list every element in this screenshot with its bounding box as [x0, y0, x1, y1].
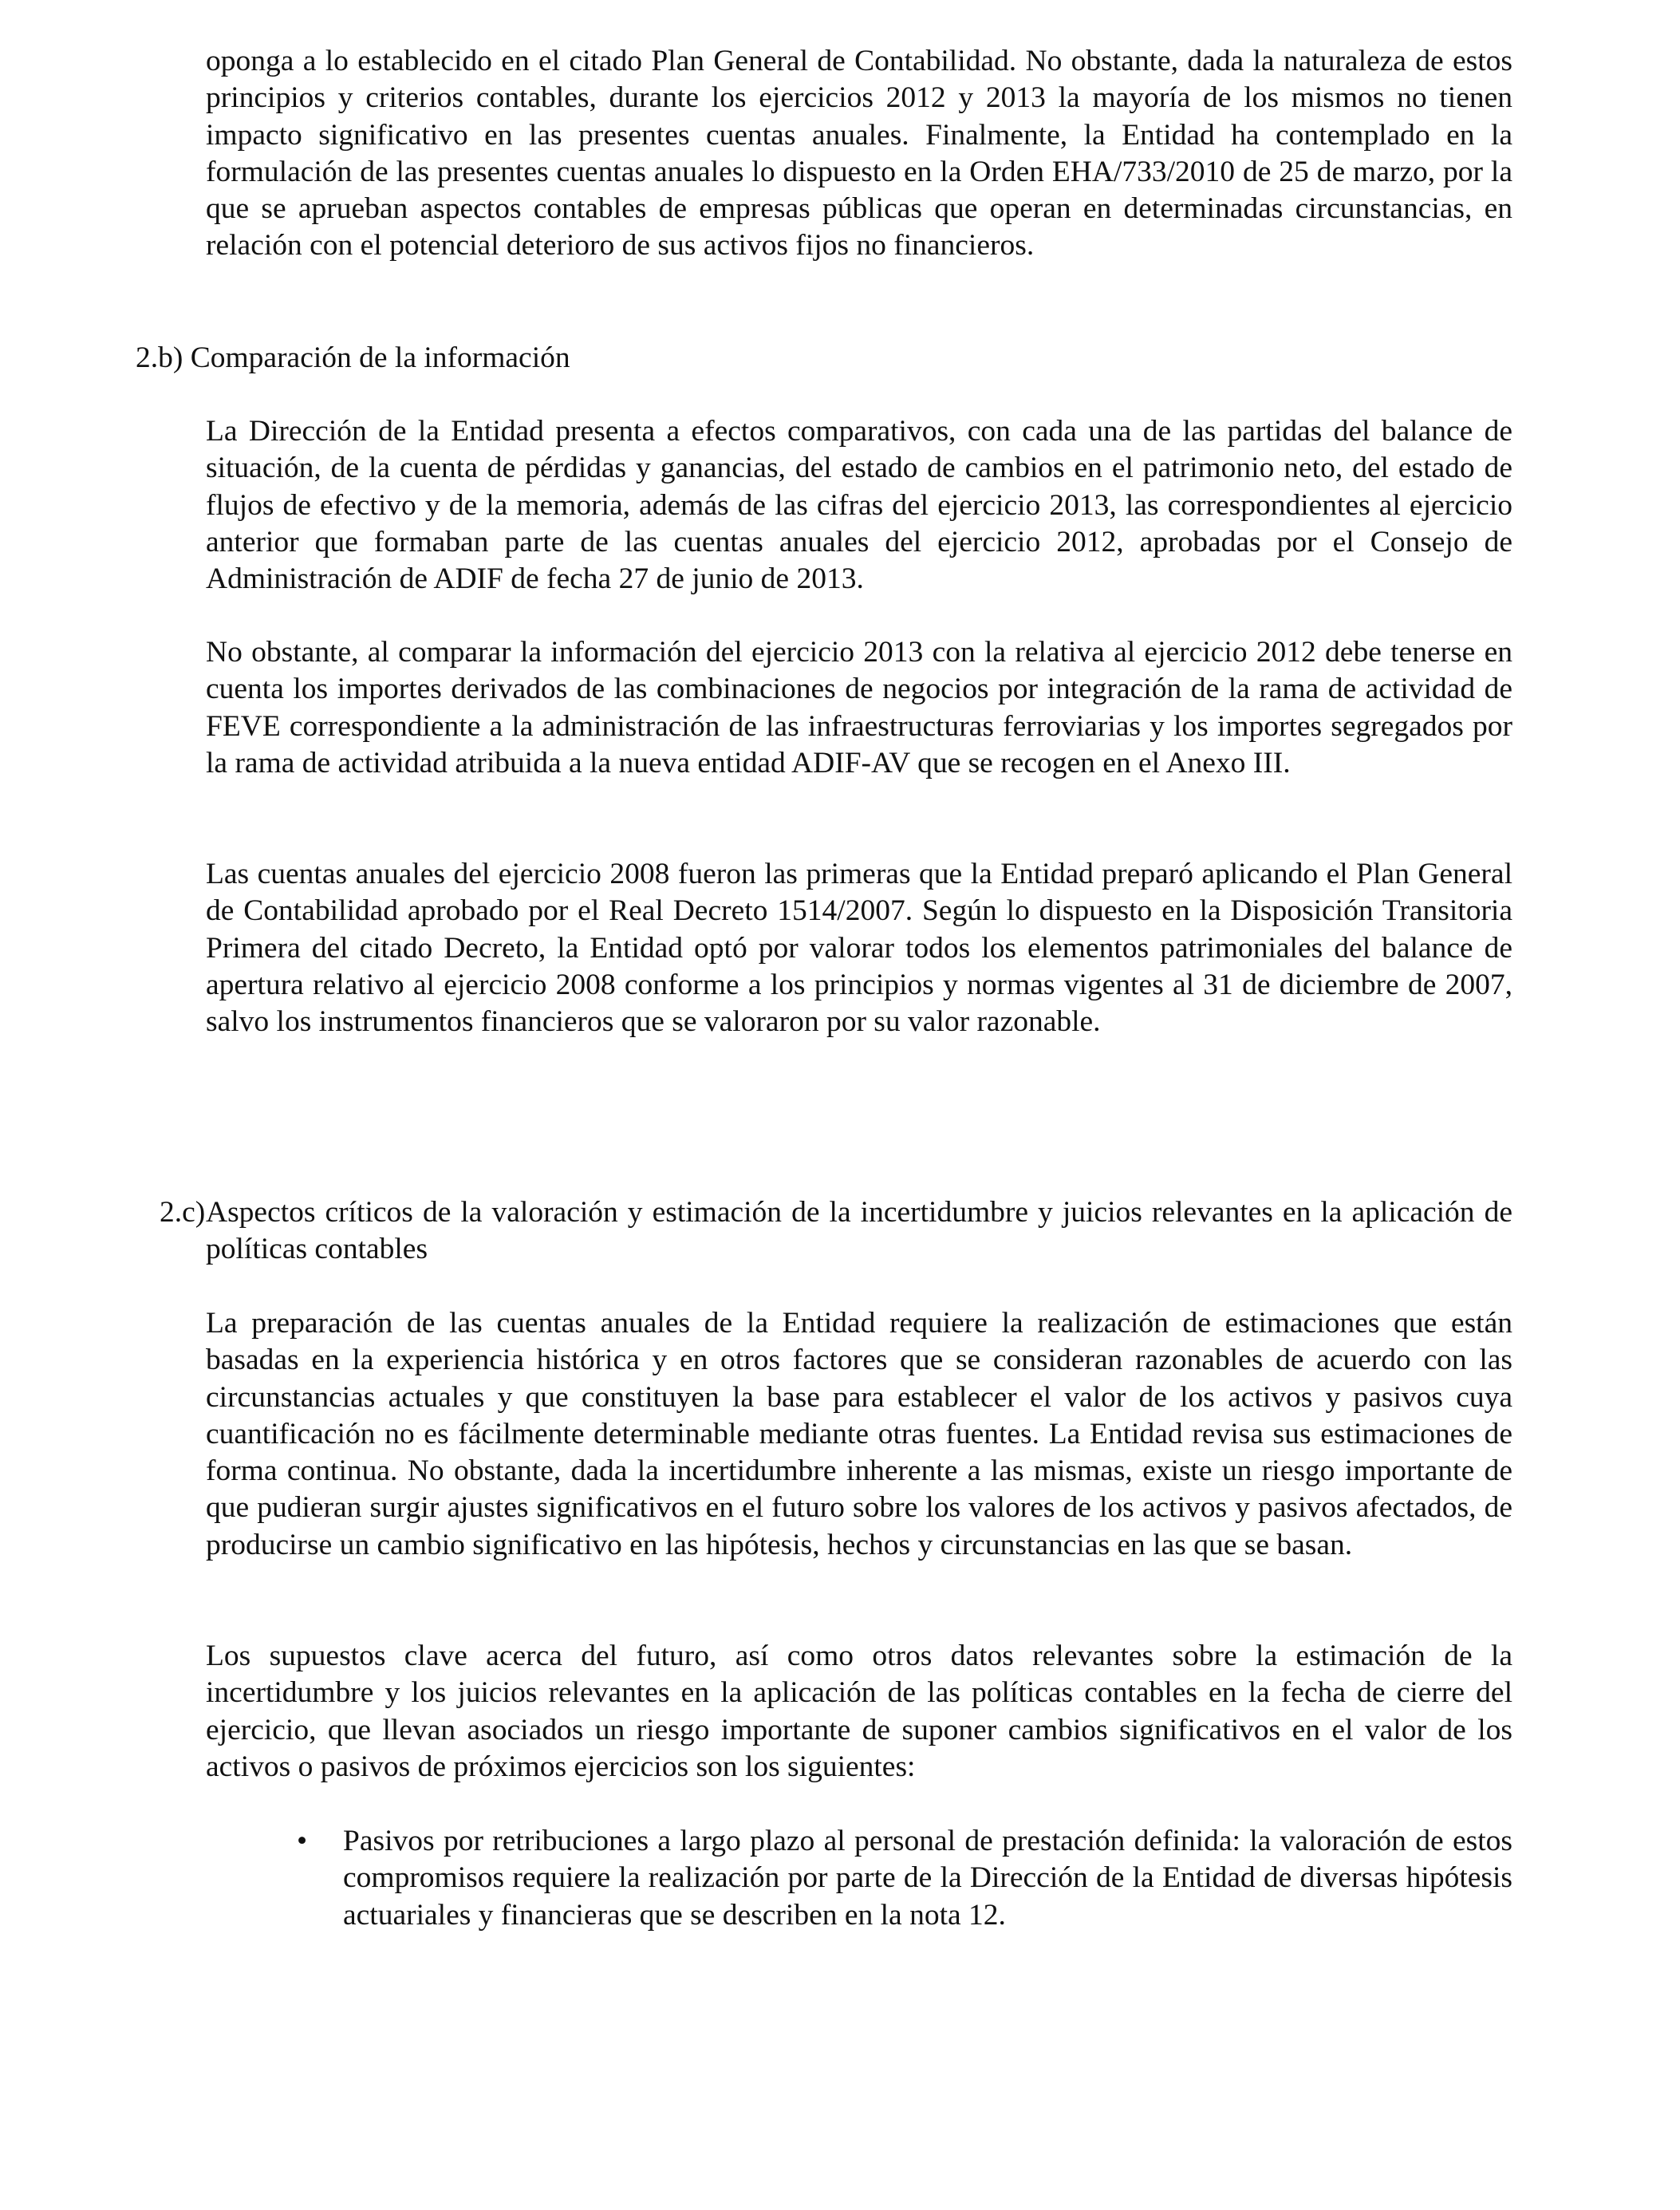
section-b-paragraph-2: No obstante, al comparar la información del ejercicio 2013 con la relativa al ejercicio 2012 debe tenerse en cuenta los importes derivados de las combinaciones de negocios por integración de la rama de actividad de FEVE correspondiente a la administración de las infraestructuras ferroviarias y los importes segregados por la rama de actividad atribuida a la nueva entidad ADIF-AV que se recogen en el Anexo III.: [206, 636, 1512, 779]
section-b-paragraph-3: Las cuentas anuales del ejercicio 2008 fueron las primeras que la Entidad preparó aplicando el Plan General de Contabilidad aprobado por el Real Decreto 1514/2007. Según lo dispuesto en la Disposición Transitoria Primera del citado Decreto, la Entidad optó por valorar todos los elementos patrimoniales del balance de apertura relativo al ejercicio 2008 conforme a los principios y normas vigentes al 31 de diciembre de 2007, salvo los instrumentos financieros que se valoraron por su valor razonable.: [206, 858, 1512, 1039]
bullet-item-1: Pasivos por retribuciones a largo plazo al personal de prestación definida: la valoración de estos compromisos requiere la realización por parte de la Dirección de la Entidad de diversas hipótesis actuariales y financieras que se describen en la nota 12.: [343, 1825, 1512, 1932]
section-c-heading: [0, 1194, 1680, 1269]
section-c-number: 2.c): [160, 1196, 206, 1229]
section-b-heading: 2.b) Comparación de la información: [136, 341, 570, 374]
section-c-paragraph-1: La preparación de las cuentas anuales de la Entidad requiere la realización de estimaciones que están basadas en la experiencia histórica y en otros factores que se consideran razonables de acuerdo con las circunstancias actuales y que constituyen la base para establecer el valor de los activos y pasivos cuya cuantificación no es fácilmente determinable mediante otras fuentes. La Entidad revisa sus estimaciones de forma continua. No obstante, dada la incertidumbre inherente a las mismas, existe un riesgo importante de que pudieran surgir ajustes significativos en el futuro sobre los valores de los activos y pasivos afectados, de producirse un cambio significativo en las hipótesis, hechos y circunstancias en las que se basan.: [206, 1307, 1512, 1561]
bullet-icon: •: [297, 1825, 308, 1857]
intro-paragraph: oponga a lo establecido en el citado Plan General de Contabilidad. No obstante, dada la naturaleza de estos principios y criterios contables, durante los ejercicios 2012 y 2013 la mayoría de los mismos no tienen impacto significativo en las presentes cuentas anuales. Finalmente, la Entidad ha contemplado en la formulación de las presentes cuentas anuales lo dispuesto en la Orden EHA/733/2010 de 25 de marzo, por la que se aprueban aspectos contables de empresas públicas que operan en determinadas circunstancias, en relación con el potencial deterioro de sus activos fijos no financieros.: [206, 45, 1512, 262]
section-c-title: Aspectos críticos de la valoración y estimación de la incertidumbre y juicios relevantes en la aplicación de políticas contables: [206, 1196, 1512, 1266]
section-c-paragraph-2: Los supuestos clave acerca del futuro, así como otros datos relevantes sobre la estimación de la incertidumbre y los juicios relevantes en la aplicación de las políticas contables en la fecha de cierre del ejercicio, que llevan asociados un riesgo importante de suponer cambios significativos en el valor de los activos o pasivos de próximos ejercicios son los siguientes:: [206, 1640, 1512, 1783]
section-b-paragraph-1: La Dirección de la Entidad presenta a efectos comparativos, con cada una de las partidas del balance de situación, de la cuenta de pérdidas y ganancias, del estado de cambios en el patrimonio neto, del estado de flujos de efectivo y de la memoria, además de las cifras del ejercicio 2013, las correspondientes al ejercicio anterior que formaban parte de las cuentas anuales del ejercicio 2012, aprobadas por el Consejo de Administración de ADIF de fecha 27 de junio de 2013.: [206, 415, 1512, 596]
